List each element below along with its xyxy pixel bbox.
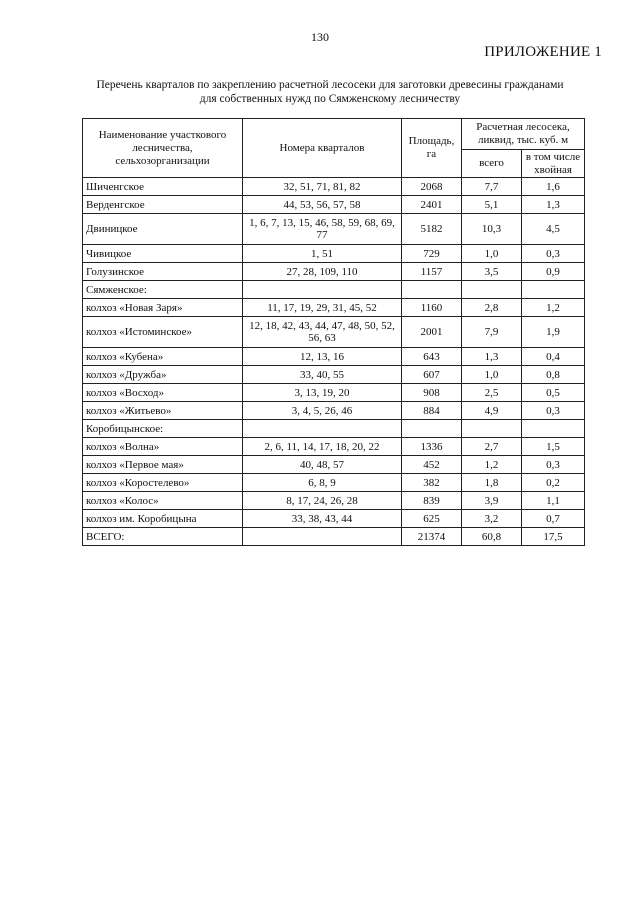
header-total: всего bbox=[462, 150, 522, 178]
row-conifer-cell: 0,8 bbox=[522, 366, 585, 384]
header-name: Наименование участкового лесничества, сельхозорганизации bbox=[83, 119, 243, 178]
row-quarters-cell: 27, 28, 109, 110 bbox=[243, 263, 402, 281]
row-name-cell: колхоз «Волна» bbox=[83, 438, 243, 456]
table-row bbox=[83, 245, 585, 263]
page-number: 130 bbox=[311, 30, 329, 44]
row-total-cell: 2,8 bbox=[462, 299, 522, 317]
row-area-cell: 607 bbox=[402, 366, 462, 384]
row-conifer-cell: 1,3 bbox=[522, 196, 585, 214]
row-name-cell: колхоз «Кубена» bbox=[83, 348, 243, 366]
row-quarters-cell: 6, 8, 9 bbox=[243, 474, 402, 492]
row-conifer-cell: 1,5 bbox=[522, 438, 585, 456]
row-quarters-cell: 33, 40, 55 bbox=[243, 366, 402, 384]
row-area-cell bbox=[402, 281, 462, 299]
row-conifer-cell bbox=[522, 420, 585, 438]
row-total-cell: 1,3 bbox=[462, 348, 522, 366]
table-row bbox=[83, 438, 585, 456]
row-quarters-cell: 1, 51 bbox=[243, 245, 402, 263]
row-area-cell: 1160 bbox=[402, 299, 462, 317]
row-quarters-cell: 3, 4, 5, 26, 46 bbox=[243, 402, 402, 420]
header-quarters: Номера кварталов bbox=[243, 119, 402, 178]
row-quarters-cell: 2, 6, 11, 14, 17, 18, 20, 22 bbox=[243, 438, 402, 456]
header-cut: Расчетная лесосека, ликвид, тыс. куб. м bbox=[462, 119, 585, 150]
appendix-label: ПРИЛОЖЕНИЕ 1 bbox=[484, 44, 602, 60]
table-row bbox=[83, 178, 585, 196]
forest-quarters-table bbox=[82, 118, 585, 546]
row-area-cell: 1336 bbox=[402, 438, 462, 456]
row-area-cell: 21374 bbox=[402, 528, 462, 546]
row-conifer-cell: 17,5 bbox=[522, 528, 585, 546]
row-quarters-cell: 33, 38, 43, 44 bbox=[243, 510, 402, 528]
row-name-cell: колхоз «Колос» bbox=[83, 492, 243, 510]
row-total-cell: 10,3 bbox=[462, 214, 522, 245]
row-name-cell: Чивицкое bbox=[83, 245, 243, 263]
table-row bbox=[83, 402, 585, 420]
row-quarters-cell bbox=[243, 528, 402, 546]
row-total-cell: 1,0 bbox=[462, 245, 522, 263]
row-name-cell: Шиченгское bbox=[83, 178, 243, 196]
table-row bbox=[83, 420, 585, 438]
table-body bbox=[83, 178, 585, 546]
row-quarters-cell: 12, 18, 42, 43, 44, 47, 48, 50, 52, 56, 63 bbox=[243, 317, 402, 348]
row-name-cell: колхоз «Новая Заря» bbox=[83, 299, 243, 317]
header-conifer: в том числе хвойная bbox=[522, 150, 585, 178]
row-area-cell: 908 bbox=[402, 384, 462, 402]
row-area-cell: 5182 bbox=[402, 214, 462, 245]
row-conifer-cell: 1,2 bbox=[522, 299, 585, 317]
title-line-2: для собственных нужд по Сямженскому лесничеству bbox=[199, 93, 461, 105]
table-row bbox=[83, 492, 585, 510]
row-quarters-cell: 44, 53, 56, 57, 58 bbox=[243, 196, 402, 214]
table-row bbox=[83, 456, 585, 474]
row-conifer-cell: 0,7 bbox=[522, 510, 585, 528]
row-quarters-cell: 8, 17, 24, 26, 28 bbox=[243, 492, 402, 510]
row-total-cell: 3,2 bbox=[462, 510, 522, 528]
table-row bbox=[83, 281, 585, 299]
table-row bbox=[83, 366, 585, 384]
row-total-cell: 7,9 bbox=[462, 317, 522, 348]
row-name-cell: колхоз «Первое мая» bbox=[83, 456, 243, 474]
row-total-cell: 2,5 bbox=[462, 384, 522, 402]
row-total-cell bbox=[462, 281, 522, 299]
table-row bbox=[83, 474, 585, 492]
row-total-cell: 4,9 bbox=[462, 402, 522, 420]
row-conifer-cell: 0,3 bbox=[522, 245, 585, 263]
row-total-cell: 1,8 bbox=[462, 474, 522, 492]
row-quarters-cell bbox=[243, 281, 402, 299]
row-conifer-cell bbox=[522, 281, 585, 299]
row-area-cell: 2401 bbox=[402, 196, 462, 214]
row-total-cell: 60,8 bbox=[462, 528, 522, 546]
row-area-cell: 2001 bbox=[402, 317, 462, 348]
row-total-cell: 2,7 bbox=[462, 438, 522, 456]
row-name-cell: колхоз «Дружба» bbox=[83, 366, 243, 384]
row-total-cell: 3,5 bbox=[462, 263, 522, 281]
row-area-cell: 2068 bbox=[402, 178, 462, 196]
row-name-cell: Коробицынское: bbox=[83, 420, 243, 438]
row-name-cell: колхоз «Житьево» bbox=[83, 402, 243, 420]
row-quarters-cell: 32, 51, 71, 81, 82 bbox=[243, 178, 402, 196]
row-conifer-cell: 1,6 bbox=[522, 178, 585, 196]
row-name-cell: Голузинское bbox=[83, 263, 243, 281]
row-area-cell: 625 bbox=[402, 510, 462, 528]
row-conifer-cell: 0,3 bbox=[522, 456, 585, 474]
row-name-cell: колхоз им. Коробицына bbox=[83, 510, 243, 528]
row-conifer-cell: 0,2 bbox=[522, 474, 585, 492]
row-name-cell: Сямженское: bbox=[83, 281, 243, 299]
row-name-cell: Двиницкое bbox=[83, 214, 243, 245]
row-name-cell: колхоз «Восход» bbox=[83, 384, 243, 402]
table-row bbox=[83, 317, 585, 348]
row-area-cell: 839 bbox=[402, 492, 462, 510]
table-row bbox=[83, 214, 585, 245]
row-quarters-cell: 12, 13, 16 bbox=[243, 348, 402, 366]
title-line-1: Перечень кварталов по закреплению расчетной лесосеки для заготовки древесины гражданами bbox=[96, 79, 564, 91]
row-area-cell: 729 bbox=[402, 245, 462, 263]
row-area-cell: 1157 bbox=[402, 263, 462, 281]
row-area-cell bbox=[402, 420, 462, 438]
row-quarters-cell: 11, 17, 19, 29, 31, 45, 52 bbox=[243, 299, 402, 317]
row-total-cell: 3,9 bbox=[462, 492, 522, 510]
row-area-cell: 452 bbox=[402, 456, 462, 474]
header-area: Площадь, га bbox=[402, 119, 462, 178]
row-conifer-cell: 1,1 bbox=[522, 492, 585, 510]
row-conifer-cell: 4,5 bbox=[522, 214, 585, 245]
document-title bbox=[70, 78, 590, 106]
row-total-cell: 5,1 bbox=[462, 196, 522, 214]
row-total-cell: 1,2 bbox=[462, 456, 522, 474]
table-row bbox=[83, 299, 585, 317]
table-row bbox=[83, 263, 585, 281]
row-conifer-cell: 0,3 bbox=[522, 402, 585, 420]
row-conifer-cell: 0,5 bbox=[522, 384, 585, 402]
table-row bbox=[83, 528, 585, 546]
row-total-cell: 1,0 bbox=[462, 366, 522, 384]
row-total-cell bbox=[462, 420, 522, 438]
row-quarters-cell bbox=[243, 420, 402, 438]
row-name-cell: колхоз «Коростелево» bbox=[83, 474, 243, 492]
row-conifer-cell: 0,9 bbox=[522, 263, 585, 281]
row-area-cell: 643 bbox=[402, 348, 462, 366]
table-row bbox=[83, 196, 585, 214]
row-conifer-cell: 1,9 bbox=[522, 317, 585, 348]
row-name-cell: ВСЕГО: bbox=[83, 528, 243, 546]
row-name-cell: колхоз «Истоминское» bbox=[83, 317, 243, 348]
row-quarters-cell: 40, 48, 57 bbox=[243, 456, 402, 474]
row-area-cell: 382 bbox=[402, 474, 462, 492]
row-quarters-cell: 1, 6, 7, 13, 15, 46, 58, 59, 68, 69, 77 bbox=[243, 214, 402, 245]
row-name-cell: Верденгское bbox=[83, 196, 243, 214]
row-quarters-cell: 3, 13, 19, 20 bbox=[243, 384, 402, 402]
table-row bbox=[83, 510, 585, 528]
row-total-cell: 7,7 bbox=[462, 178, 522, 196]
row-conifer-cell: 0,4 bbox=[522, 348, 585, 366]
table-row bbox=[83, 348, 585, 366]
table-row bbox=[83, 384, 585, 402]
row-area-cell: 884 bbox=[402, 402, 462, 420]
